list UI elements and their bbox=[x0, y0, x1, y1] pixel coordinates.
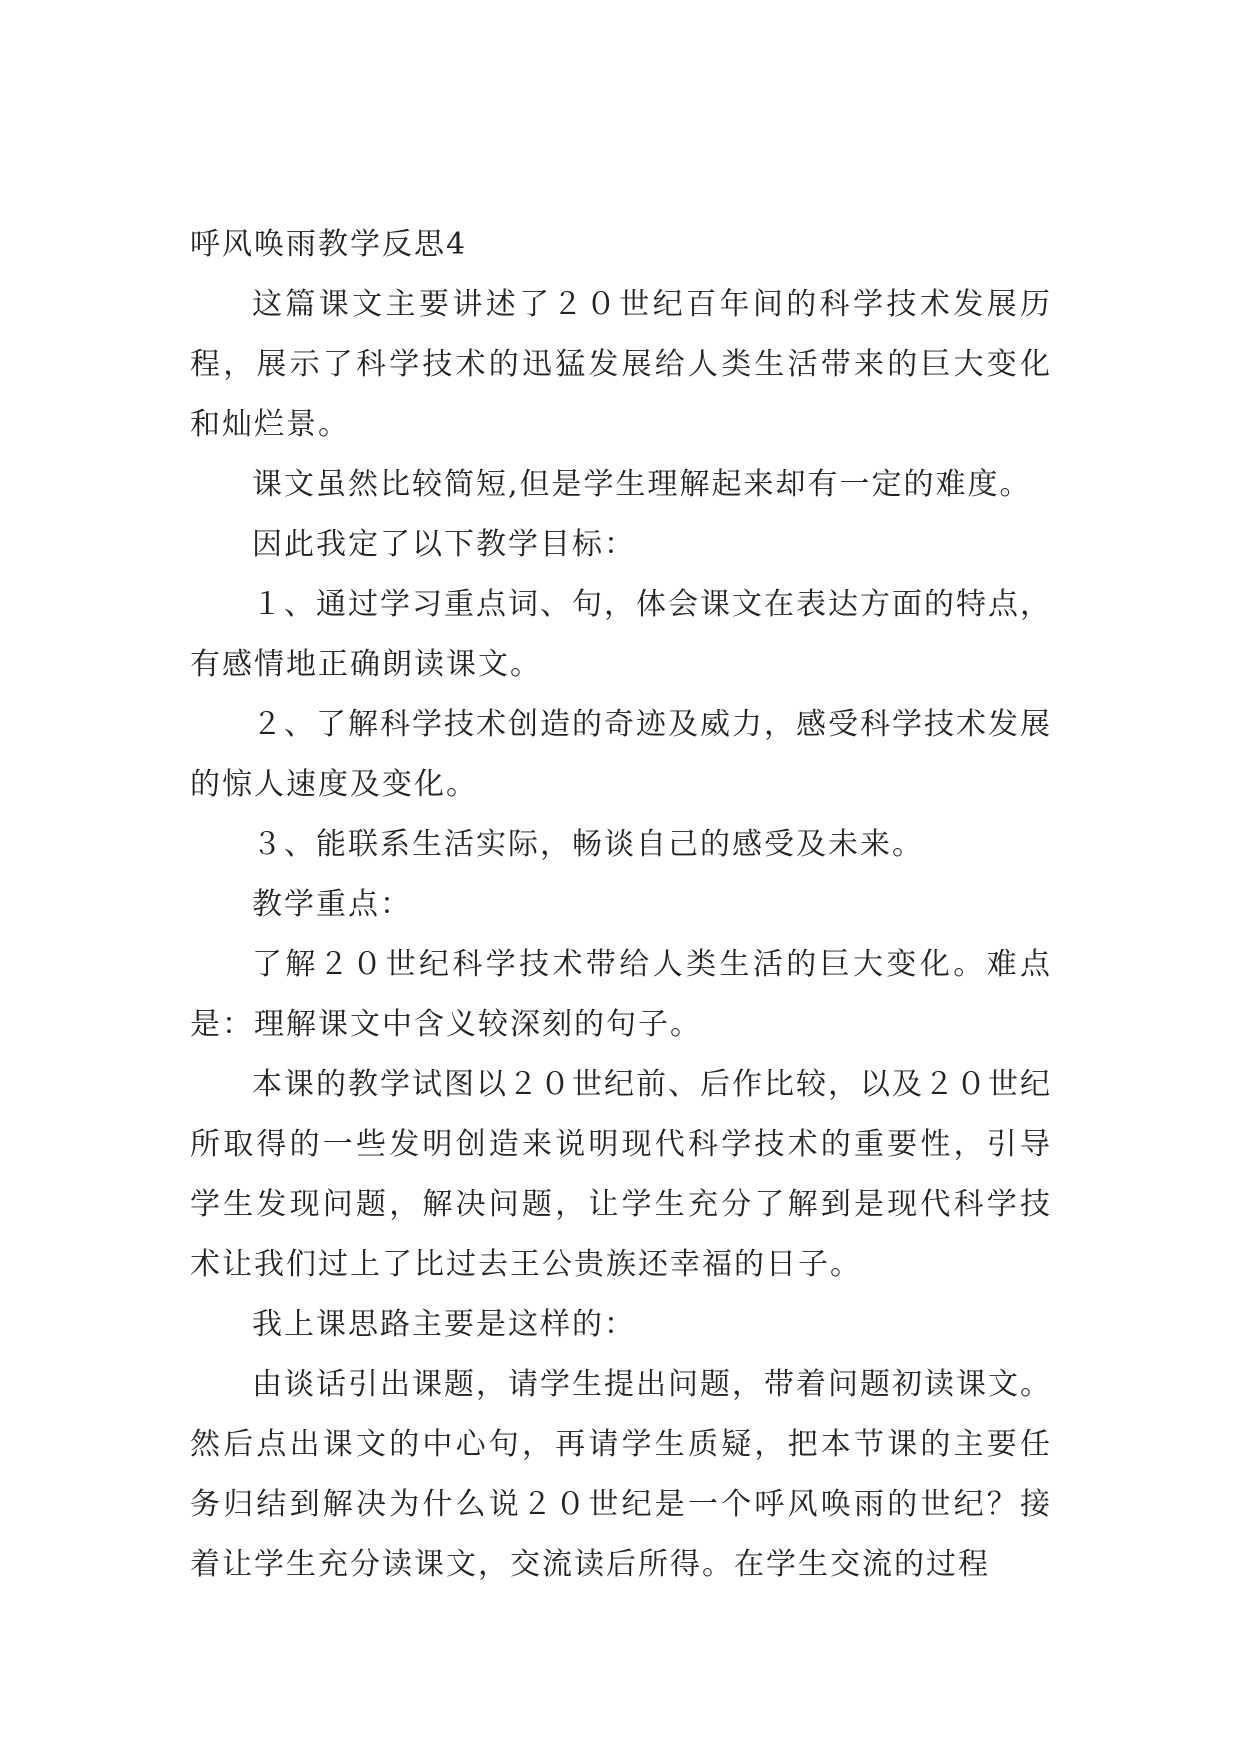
paragraph-difficulty: 课文虽然比较简短,但是学生理解起来却有一定的难度。 bbox=[252, 467, 1032, 502]
paragraph-goal-1: １、通过学习重点词、句，体会课文在表达方面的特点，有感情地正确朗读课文。 bbox=[190, 587, 1052, 682]
paragraph-lesson-plan: 由谈话引出课题，请学生提出问题，带着问题初读课文。然后点出课文的中心句，再请学生质疑，把本节课的主要任务归结到解决为什么说２０世纪是一个呼风唤雨的世纪？接着让学生充分读课文，交流读后所得。在学生交流的过程 bbox=[190, 1367, 1052, 1582]
paragraph-key-points: 了解２０世纪科学技术带给人类生活的巨大变化。难点是：理解课文中含义较深刻的句子。 bbox=[190, 947, 1052, 1042]
paragraph-key-points-heading: 教学重点： bbox=[252, 887, 412, 922]
paragraph-lesson-plan-heading: 我上课思路主要是这样的： bbox=[252, 1307, 636, 1342]
paragraph-goal-2: ２、了解科学技术创造的奇迹及威力，感受科学技术发展的惊人速度及变化。 bbox=[190, 707, 1052, 802]
paragraph-intro: 这篇课文主要讲述了２０世纪百年间的科学技术发展历程，展示了科学技术的迅猛发展给人类生活带来的巨大变化和灿烂景。 bbox=[190, 287, 1052, 442]
paragraph-teaching-approach: 本课的教学试图以２０世纪前、后作比较，以及２０世纪所取得的一些发明创造来说明现代科学技术的重要性，引导学生发现问题，解决问题，让学生充分了解到是现代科学技术让我们过上了比过去王公贵族还幸福的日子。 bbox=[190, 1067, 1052, 1282]
document-title: 呼风唤雨教学反思4 bbox=[190, 227, 468, 262]
paragraph-goals-heading: 因此我定了以下教学目标： bbox=[252, 527, 636, 562]
paragraph-goal-3: ３、能联系生活实际，畅谈自己的感受及未来。 bbox=[252, 827, 924, 862]
document-body bbox=[190, 215, 1052, 1595]
